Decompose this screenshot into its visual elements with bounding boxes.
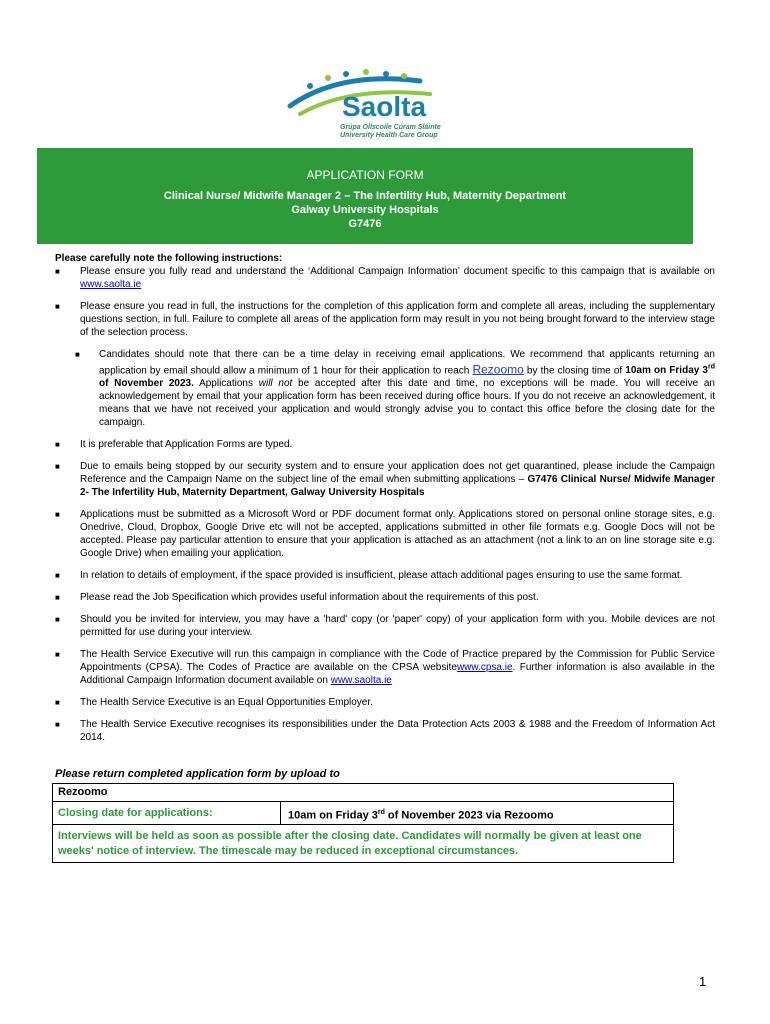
- instruction-text: The Health Service Executive will run this campaign in compliance with the Code of Practice prepared by the Commission for Public Service Appointments (CPSA). The Codes of Practice are available on the CPSA website: [80, 649, 715, 674]
- instruction-item: [55, 613, 715, 639]
- bullet-icon: ■: [55, 440, 60, 450]
- superscript: rd: [377, 809, 385, 816]
- return-method: Rezoomo: [53, 784, 673, 802]
- instruction-text: Please ensure you read in full, the instructions for the completion of this application form and complete all areas, including the supplementary questions section, in full. Failure to complete all areas of the application form may result in you not being brought forward to the interview stage of the selection process.: [80, 301, 715, 338]
- closing-time-text: 10am on Friday 3: [625, 365, 708, 377]
- logo-tagline-irish: Grúpa Ollscoile Cúram Sláinte: [340, 124, 441, 131]
- position-title: Clinical Nurse/ Midwife Manager 2 – The Infertility Hub, Maternity Department: [163, 190, 567, 202]
- instruction-item: [55, 460, 715, 499]
- instruction-text: by the closing time of: [523, 365, 626, 377]
- page-number: 1: [699, 974, 707, 989]
- instruction-text: It is preferable that Application Forms are typed.: [80, 439, 293, 451]
- instruction-item: [55, 569, 715, 582]
- logo-tagline-english: University Health Care Group: [340, 132, 438, 139]
- instruction-text: Due to emails being stopped by our security system and to ensure your application does not get quarantined, please include the Campaign Reference and the Campaign Name on the subject line of the email when submitting applications –: [80, 461, 715, 486]
- title-banner: [37, 148, 693, 244]
- form-title: APPLICATION FORM: [306, 168, 424, 182]
- instruction-text: Applications: [193, 378, 259, 390]
- instructions-intro: Please carefully note the following instructions:: [55, 253, 283, 264]
- bullet-icon: ■: [55, 650, 60, 660]
- instruction-text: Should you be invited for interview, you may have a 'hard' copy (or 'paper' copy) of your application form with you. Mobile devices are not permitted for use during your interview.: [80, 614, 715, 639]
- bullet-icon: ■: [75, 350, 80, 359]
- bullet-icon: ■: [55, 267, 60, 276]
- emphasis-text: will not: [258, 378, 293, 390]
- closing-date-text: of November 2023 via Rezoomo: [384, 809, 554, 822]
- closing-date-value: [281, 802, 554, 824]
- bullet-icon: ■: [55, 462, 60, 472]
- instruction-item: [55, 300, 715, 339]
- bullet-icon: ■: [55, 302, 60, 311]
- saolta-link[interactable]: www.saolta.ie: [80, 279, 142, 290]
- instruction-text: Candidates should note that there can be a time delay in receiving email applications. We recommend that applicants returning an application by email should allow a minimum of 1 hour for their application to reach: [99, 349, 715, 377]
- campaign-reference: G7476 Clinical Nurse/ Midwife Manager 2- The Infertility Hub, Maternity Department, Galway University Hospitals: [80, 474, 716, 499]
- instruction-text: The Health Service Executive is an Equal Opportunities Employer.: [80, 697, 373, 709]
- bullet-icon: ■: [55, 615, 60, 625]
- instruction-item: [55, 438, 715, 451]
- instruction-text: The Health Service Executive recognises its responsibilities under the Data Protection Acts 2003 & 1988 and the Freedom of Information Act 2014.: [80, 719, 715, 744]
- instruction-text: Applications must be submitted as a Microsoft Word or PDF document format only. Applications stored on personal online storage sites, e.g. Onedrive, Cloud, Dropbox, Google Drive etc will not be accepted, applications submitted in other file formats e.g. Google Docs will not be accepted. Please pay particular attention to ensure that your application is attached as an attachment (not a link to an on line storage site e.g. Google Drive) when emailing your application.: [80, 509, 715, 560]
- campaign-code: G7476: [348, 218, 382, 230]
- instruction-text: In relation to details of employment, if the space provided is insufficient, please attach additional pages ensuring to use the same format.: [80, 570, 683, 582]
- instruction-item: [55, 508, 715, 560]
- instruction-item: [55, 648, 715, 687]
- instruction-text: Please ensure you fully read and understand the ‘Additional Campaign Information’ document specific to this campaign that is available on: [80, 266, 715, 277]
- logo-tagline: [340, 124, 480, 140]
- instruction-text: be accepted after this date and time, no exceptions will be made. You will receive an acknowledgement by email that your application form has been received during office hours. If you do not receive an acknowledgement, it means that we have not received your application and would strongly advise you to contact this office before the closing date for the campaign.: [99, 378, 715, 429]
- bullet-icon: ■: [55, 510, 60, 520]
- bullet-icon: ■: [55, 698, 60, 708]
- closing-date-label: Closing date for applications:: [53, 802, 281, 824]
- saolta-link[interactable]: www.saolta.ie: [330, 675, 392, 687]
- instruction-item: [55, 696, 715, 709]
- instruction-item: [55, 265, 715, 291]
- closing-date-row: [53, 802, 673, 825]
- instruction-item: [55, 718, 715, 744]
- bullet-icon: ■: [55, 571, 60, 581]
- bullet-icon: ■: [55, 720, 60, 730]
- instruction-text: Please read the Job Specification which provides useful information about the requirements of this post.: [80, 592, 539, 604]
- hospital-name: Galway University Hospitals: [291, 204, 439, 216]
- instruction-item: [55, 591, 715, 604]
- instructions-section: [55, 252, 715, 753]
- superscript: rd: [708, 364, 715, 371]
- instruction-text: . Further information is also available in the Additional Campaign Information document available on: [80, 662, 715, 687]
- return-heading: Please return completed application form by upload to: [55, 768, 340, 780]
- cpsa-link[interactable]: www.cpsa.ie: [456, 662, 513, 674]
- bullet-icon: ■: [55, 593, 60, 603]
- svg-text:Saolta: Saolta: [342, 91, 427, 122]
- return-table: [52, 783, 674, 863]
- closing-date-text: 10am on Friday 3: [288, 809, 378, 822]
- instruction-item: [55, 348, 715, 429]
- rezoomo-link[interactable]: Rezoomo: [472, 362, 524, 377]
- interview-notice: Interviews will be held as soon as possible after the closing date. Candidates will normally be given at least one weeks' notice of interview. The timescale may be reduced in exceptional circumstances.: [58, 830, 642, 857]
- closing-time-text: of November 2023.: [99, 378, 194, 390]
